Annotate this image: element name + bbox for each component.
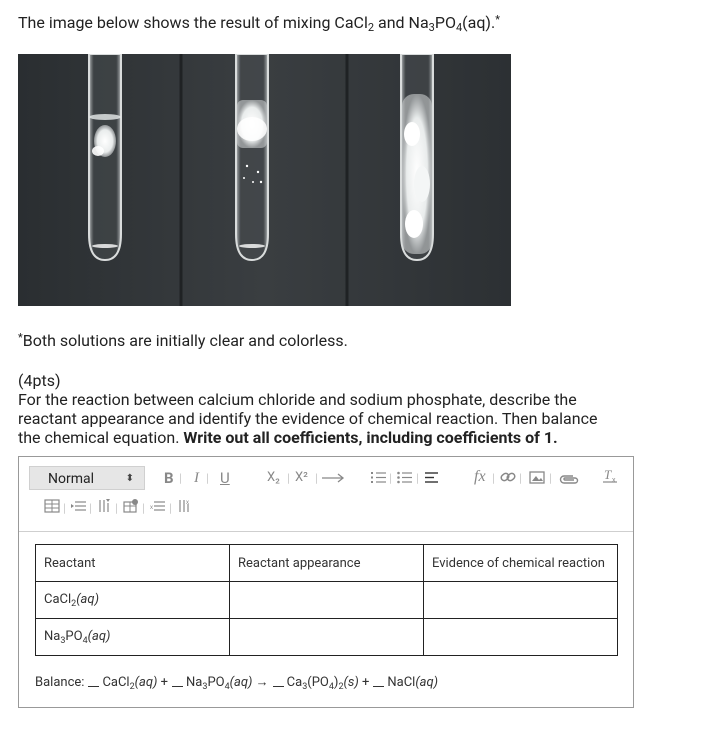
insert-column-icon[interactable]	[97, 499, 113, 513]
state-label: (aq)	[134, 675, 158, 690]
subscript: 3	[302, 682, 308, 692]
coefficient-blank[interactable]	[373, 686, 384, 687]
question-block	[18, 371, 618, 447]
bold-button[interactable]: B	[164, 469, 174, 487]
delete-table-icon[interactable]	[123, 499, 139, 513]
asterisk: *	[495, 13, 500, 26]
subscript: 2	[367, 21, 375, 34]
footnote	[18, 331, 348, 350]
svg-text:x: x	[612, 477, 616, 484]
header-evidence[interactable]: Evidence of chemical reaction	[424, 545, 618, 582]
header-reactant[interactable]: Reactant	[36, 545, 230, 582]
question-emphasis: Write out all coefficients, including coefficients of 1.	[183, 428, 558, 447]
format-select[interactable]	[29, 466, 145, 490]
tube-1	[89, 54, 121, 260]
ordered-list-icon[interactable]	[371, 471, 387, 484]
delete-row-icon[interactable]	[150, 499, 166, 513]
svg-text:x: x	[150, 505, 153, 511]
formula-part: PO	[65, 628, 83, 644]
reaction-arrow: →	[255, 675, 269, 690]
footnote-text: Both solutions are initially clear and colorless.	[22, 331, 348, 350]
coefficient-blank[interactable]	[172, 686, 183, 687]
cell-reactant-na3po4[interactable]	[36, 619, 230, 656]
superscript-button[interactable]: X²	[295, 470, 308, 485]
table-row	[36, 619, 618, 656]
align-left-icon[interactable]	[425, 471, 439, 484]
answer-editor[interactable]	[18, 456, 634, 708]
cell-appearance-cacl2[interactable]	[230, 582, 424, 619]
subscript: 2	[71, 598, 77, 609]
subscript: 3	[202, 682, 208, 692]
formula-part: Na	[44, 628, 61, 644]
attachment-icon[interactable]	[559, 474, 579, 485]
cell-appearance-na3po4[interactable]	[230, 619, 424, 656]
subscript-button[interactable]: X₂	[267, 470, 280, 485]
subscript: 4	[455, 21, 463, 34]
svg-text:x: x	[186, 500, 189, 506]
tube-2	[236, 54, 268, 260]
header-appearance[interactable]: Reactant appearance	[230, 545, 424, 582]
formula-part: Na	[186, 675, 203, 690]
formula-part: (PO	[307, 675, 329, 690]
subscript: 4	[224, 682, 230, 692]
cell-reactant-cacl2[interactable]	[36, 582, 230, 619]
formula-part: CaCl	[44, 591, 72, 607]
insert-table-icon[interactable]	[44, 499, 60, 513]
formula-part: CaCl	[102, 675, 130, 690]
state-label: (s)	[343, 675, 359, 690]
chevron-updown-icon: ⬍	[125, 473, 134, 484]
table-row	[36, 582, 618, 619]
tube-3	[401, 54, 433, 260]
format-select-value: Normal	[48, 471, 95, 487]
balance-label: Balance:	[35, 675, 85, 690]
state-label: (aq)	[415, 675, 439, 690]
asterisk: *	[18, 331, 23, 344]
subscript: 2	[338, 682, 344, 692]
arrow-insert-icon[interactable]	[321, 471, 345, 483]
cell-evidence-na3po4[interactable]	[424, 619, 618, 656]
state-label: (aq)	[229, 675, 253, 690]
reactant-table	[35, 544, 618, 656]
formula-part: NaCl	[387, 675, 416, 690]
test-tubes-photo	[18, 54, 511, 306]
clear-format-icon[interactable]	[602, 468, 618, 484]
image-icon[interactable]	[529, 471, 545, 484]
formula-part: PO	[207, 675, 225, 690]
underline-button[interactable]: U	[220, 469, 230, 487]
svg-text:T: T	[604, 468, 612, 482]
cell-evidence-cacl2[interactable]	[424, 582, 618, 619]
subscript: 3	[60, 635, 66, 646]
insert-row-icon[interactable]	[71, 499, 87, 513]
reactant-table-wrap	[35, 544, 618, 656]
state-label: (aq)	[87, 628, 111, 644]
subscript: 4	[82, 635, 88, 646]
formula-part: Ca	[286, 675, 303, 690]
intro-part: PO	[434, 13, 456, 32]
formula-button[interactable]: fx	[474, 468, 486, 485]
editor-toolbar: Normal ⬍ B | I | U X₂ | X² | | | fx | | | T x | | | | x | x	[19, 457, 633, 532]
intro-part: The image below shows the result of mixing CaCl	[18, 13, 368, 32]
italic-button[interactable]: I	[194, 470, 199, 486]
plus-sign: +	[157, 675, 169, 690]
subscript: 4	[328, 682, 334, 692]
balance-equation[interactable]	[35, 674, 438, 692]
intro-part: (aq).	[462, 13, 496, 32]
question-text: For the reaction between calcium chloride and sodium phosphate, describe the reactant appearance and identify the evidence of chemical reaction. Then balance the chemical equation.	[18, 390, 598, 447]
subscript: 2	[129, 682, 135, 692]
formula-part: )	[333, 675, 339, 690]
state-label: (aq)	[76, 591, 99, 607]
coefficient-blank[interactable]	[88, 686, 99, 687]
table-header-row	[36, 545, 618, 582]
link-icon[interactable]	[500, 470, 516, 484]
intro-part: and Na	[374, 13, 429, 32]
points-label: (4pts)	[18, 371, 61, 390]
bullet-list-icon[interactable]	[397, 471, 413, 484]
coefficient-blank[interactable]	[273, 686, 284, 687]
plus-sign: +	[358, 675, 370, 690]
subscript: 3	[428, 21, 435, 34]
intro-text	[18, 13, 500, 34]
delete-column-icon[interactable]	[177, 499, 193, 513]
